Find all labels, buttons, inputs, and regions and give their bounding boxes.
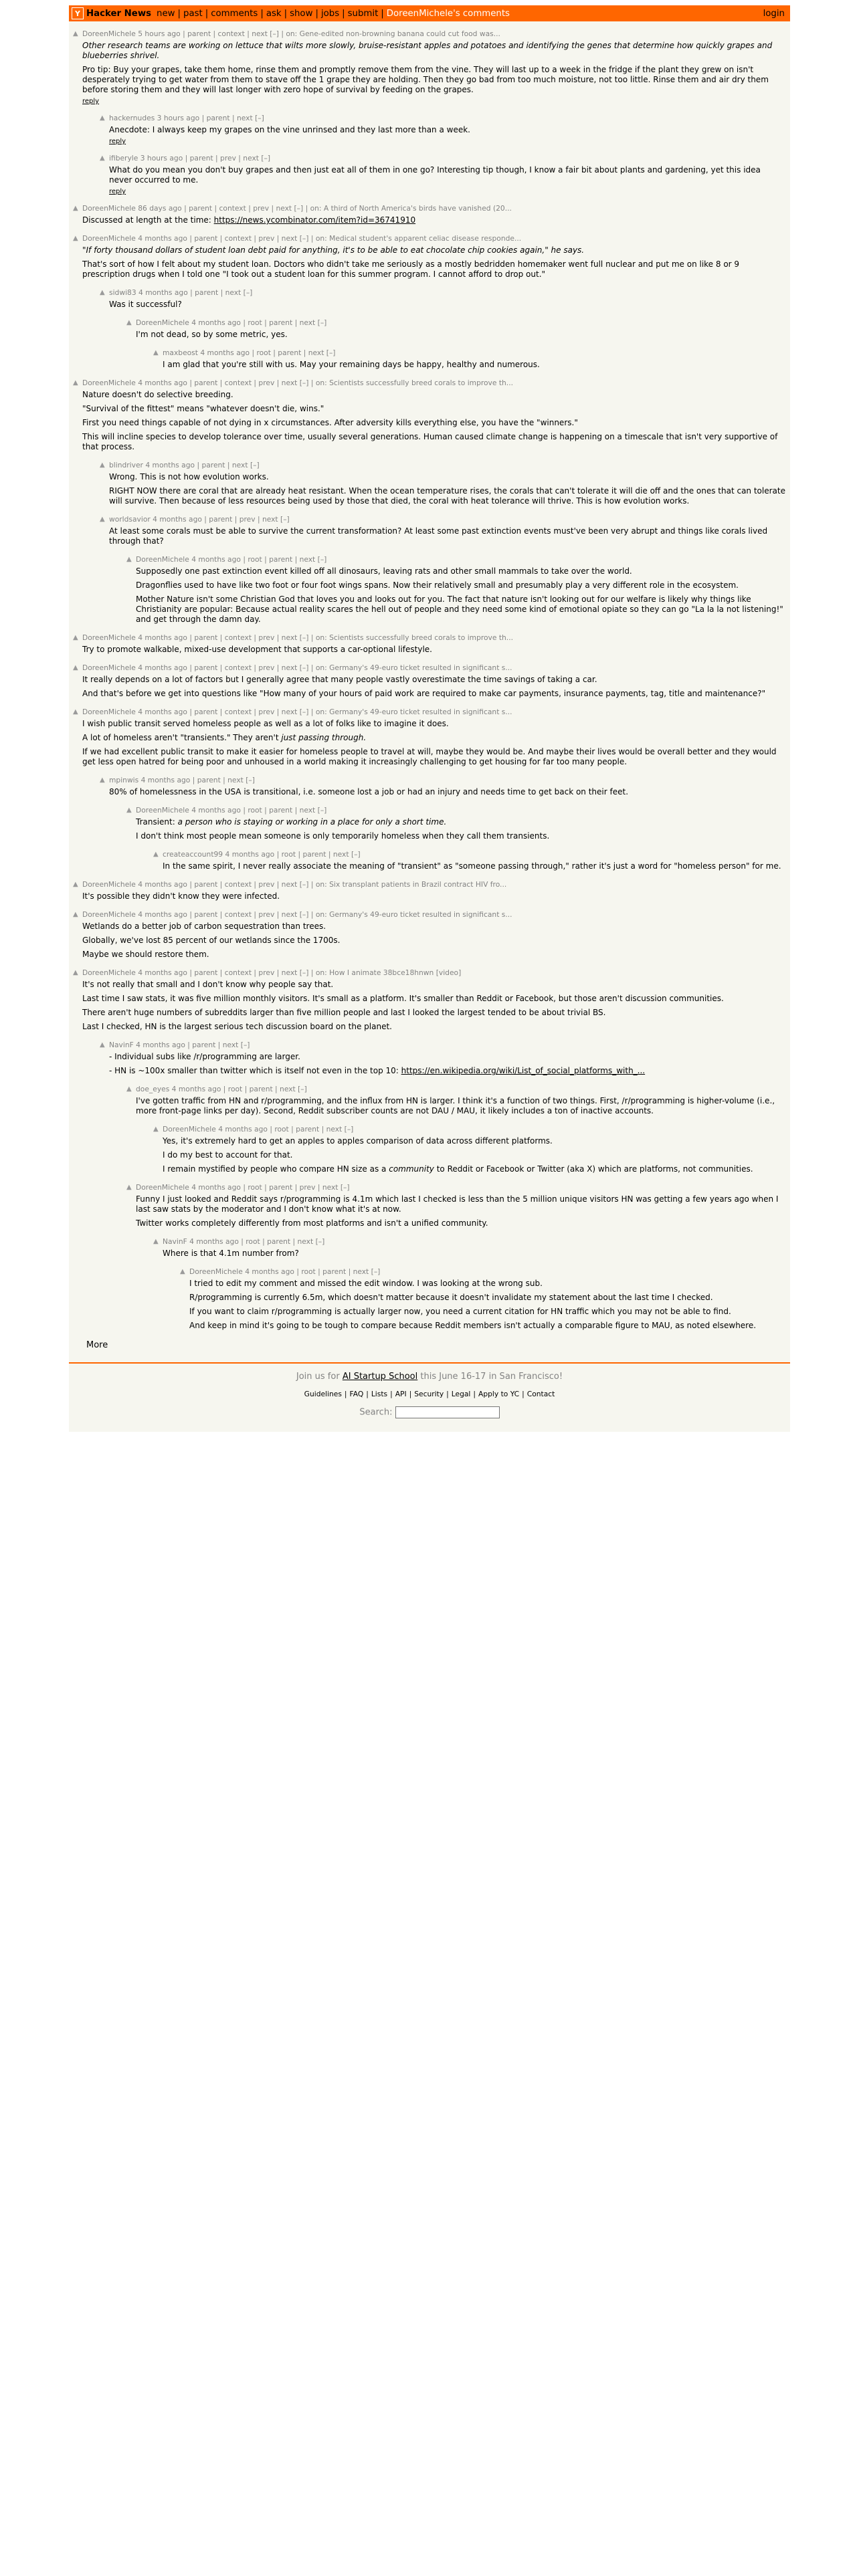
footer-link[interactable]: Security: [414, 1390, 444, 1398]
upvote-arrow-icon[interactable]: ▲: [126, 1184, 132, 1191]
comment-paragraph: Try to promote walkable, mixed-use development that supports a car-optional lifestyle.: [82, 645, 432, 654]
comment-body: [82, 204, 786, 225]
comment-text: [82, 891, 786, 901]
comment-meta[interactable]: DoreenMichele 4 months ago | parent | context | prev | next [–] | on: Germany's 49-euro ticket resulted in significant s...: [82, 663, 512, 672]
comment-row: [73, 880, 786, 901]
footer: [69, 1362, 790, 1432]
comment-text: [136, 1096, 786, 1116]
comment-paragraph: - HN is ~100x smaller than twitter which is itself not even in the top 10: https://en.wikipedia.org/wiki/List_of_social_platforms_with_...: [109, 1066, 646, 1075]
comment-paragraph: At least some corals must be able to survive the current transformation? At least some past extinction events must've been very abrupt and things like corals lived through that?: [109, 526, 768, 546]
comment-paragraph: This will incline species to develop tolerance over time, usually several generations. Human caused climate change is happening on a timescale that isn't very supportive of that process.: [82, 432, 778, 451]
nav-link-show[interactable]: show: [290, 8, 313, 19]
comment-paragraph: Twitter works completely differently from most platforms and isn't a unified community.: [136, 1218, 488, 1228]
comment-body: [82, 708, 786, 767]
upvote-arrow-icon[interactable]: ▲: [100, 461, 105, 469]
comment-paragraph: Nature doesn't do selective breeding.: [82, 390, 233, 399]
nav-separator: |: [177, 8, 181, 19]
footer-separator: |: [473, 1390, 476, 1398]
comment-paragraph: And that's before we get into questions like "How many of your hours of paid work are required to make car payments, insurance payments, tag, title and maintenance?": [82, 689, 766, 698]
upvote-arrow-icon[interactable]: ▲: [100, 289, 105, 296]
comment-meta[interactable]: ifiberyle 3 hours ago | parent | prev | next [–]: [109, 154, 271, 163]
comment-meta[interactable]: worldsavior 4 months ago | parent | prev | next [–]: [109, 515, 290, 524]
upvote-arrow-icon[interactable]: ▲: [73, 379, 78, 387]
footer-separator: |: [390, 1390, 393, 1398]
footer-separator: |: [409, 1390, 412, 1398]
comment-text: [82, 645, 786, 655]
comment-paragraph: In the same spirit, I never really associate the meaning of "transient" as "someone passing through," rather it's just a word for "homeless person" for me.: [163, 861, 781, 871]
comment-meta[interactable]: doe_eyes 4 months ago | root | parent | next [–]: [136, 1085, 307, 1093]
comment-paragraph: Discussed at length at the time: https://news.ycombinator.com/item?id=36741910: [82, 215, 416, 225]
comment-body: [82, 29, 786, 105]
comment-body: [82, 910, 786, 960]
site-name[interactable]: Hacker News: [86, 8, 152, 19]
footer-separator: |: [446, 1390, 449, 1398]
comment-text: [189, 1279, 786, 1331]
comment-paragraph: It really depends on a lot of factors but I generally agree that many people vastly overestimate the time savings of taking a car.: [82, 675, 597, 684]
comment-paragraph: Was it successful?: [109, 300, 182, 309]
comment-body: [163, 1125, 786, 1174]
comment-paragraph: Wrong. This is not how evolution works.: [109, 472, 269, 481]
comment-body: [109, 114, 786, 145]
login-link[interactable]: login: [763, 8, 785, 19]
comment-paragraph: A lot of homeless aren't "transients." They aren't just passing through.: [82, 733, 367, 742]
upvote-arrow-icon[interactable]: ▲: [73, 634, 78, 641]
page-container: [69, 5, 790, 1432]
nav-link-new[interactable]: new: [157, 8, 175, 19]
nav-link-submit[interactable]: submit: [347, 8, 379, 19]
comment-paragraph: I've gotten traffic from HN and r/programming, and the influx from HN is larger. I think it's a function of two things. First, /r/programming is higher-volume (i.e., more front-page links per day). Second, Reddit subscriber counts are not DAU / MAU, it likely includes a ton of inactive accounts.: [136, 1096, 775, 1115]
comment-paragraph: What do you mean you don't buy grapes and then just eat all of them in one go? Interesting tip though, I know a fair bit about plants and gardening, yet this idea never occurred to me.: [109, 165, 761, 185]
comment-text: [109, 165, 786, 185]
comment-body: [82, 663, 786, 699]
more-link[interactable]: More: [86, 1340, 108, 1350]
comment-meta[interactable]: DoreenMichele 4 months ago | parent | context | prev | next [–] | on: Medical student's apparent celiac disease responde...: [82, 234, 522, 243]
comment-paragraph: First you need things capable of not dying in x circumstances. After adversity kills everything else, you have the "winners.": [82, 418, 578, 427]
comment-body: [189, 1267, 786, 1331]
comment-paragraph: Other research teams are working on lettuce that wilts more slowly, bruise-resistant apples and potatoes and identifying the genes that determine how quickly grapes and blueberries shrivel.: [82, 41, 773, 60]
footer-separator: |: [522, 1390, 524, 1398]
comment-row: [73, 204, 786, 225]
comment-body: [136, 1085, 786, 1116]
nav-separator: |: [284, 8, 288, 19]
upvote-arrow-icon[interactable]: ▲: [100, 114, 105, 122]
comment-text: [82, 215, 786, 225]
upvote-arrow-icon[interactable]: ▲: [153, 349, 159, 356]
comment-body: [109, 515, 786, 546]
comment-text: [163, 360, 786, 370]
comment-row: [100, 288, 786, 310]
comment-row: [126, 1085, 786, 1116]
footer-link[interactable]: API: [395, 1390, 407, 1398]
comment-body: [136, 318, 786, 340]
comment-row: [126, 555, 786, 625]
comment-meta[interactable]: DoreenMichele 4 months ago | parent | context | prev | next [–] | on: Germany's 49-euro ticket resulted in significant s...: [82, 708, 512, 716]
top-navbar: [69, 5, 790, 21]
comment-paragraph: Wetlands do a better job of carbon sequestration than trees.: [82, 922, 326, 931]
comment-body: [109, 1041, 786, 1076]
comment-body: [109, 461, 786, 506]
comment-meta[interactable]: NavinF 4 months ago | root | parent | next [–]: [163, 1237, 325, 1246]
comment-paragraph: If we had excellent public transit to make it easier for homeless people to travel at will, maybe they would be. And maybe their lives would be overall better and they would get less open hatred for being poor and unhoused in a world making it increasingly challenging to get housing for far too many people.: [82, 747, 777, 766]
comment-body: [82, 880, 786, 901]
comment-body: [109, 776, 786, 797]
upvote-arrow-icon[interactable]: ▲: [73, 30, 78, 37]
comment-paragraph: Transient: a person who is staying or working in a place for only a short time.: [136, 817, 447, 827]
footer-announcement: [69, 1372, 790, 1382]
hn-logo-icon[interactable]: Y: [72, 7, 84, 19]
upvote-arrow-icon[interactable]: ▲: [126, 556, 132, 563]
comment-paragraph: Supposedly one past extinction event killed off all dinosaurs, leaving rats and other small mammals to take over the world.: [136, 566, 632, 576]
comment-row: [73, 708, 786, 767]
comment-body: [82, 633, 786, 655]
comment-row: [100, 1041, 786, 1076]
comment-meta[interactable]: mpinwis 4 months ago | parent | next [–]: [109, 776, 255, 784]
nav-link-ask[interactable]: ask: [266, 8, 282, 19]
comment-text: [82, 41, 786, 95]
footer-link[interactable]: Lists: [371, 1390, 388, 1398]
nav-separator: |: [381, 8, 384, 19]
comment-text: [136, 330, 786, 340]
announcement-link[interactable]: AI Startup School: [342, 1372, 418, 1382]
comment-paragraph: Anecdote: I always keep my grapes on the vine unrinsed and they last more than a week.: [109, 125, 470, 134]
comment-paragraph: Maybe we should restore them.: [82, 950, 209, 959]
footer-link[interactable]: Apply to YC: [478, 1390, 520, 1398]
comment-meta[interactable]: DoreenMichele 4 months ago | parent | context | prev | next [–] | on: Germany's 49-euro ticket resulted in significant s...: [82, 910, 512, 919]
comment-row: [153, 348, 786, 370]
upvote-arrow-icon[interactable]: ▲: [153, 1238, 159, 1245]
comment-paragraph: I tried to edit my comment and missed the edit window. I was looking at the wrong sub.: [189, 1279, 543, 1288]
comment-text: [109, 526, 786, 546]
nav-separator: |: [315, 8, 318, 19]
comment-text: [109, 787, 786, 797]
comment-row: [126, 318, 786, 340]
announcement-suffix: this June 16-17 in San Francisco!: [420, 1372, 563, 1382]
comment-paragraph: If you want to claim r/programming is actually larger now, you need a current citation for HN traffic which you may not be able to find.: [189, 1307, 731, 1316]
comment-meta[interactable]: sidwi83 4 months ago | parent | next [–]: [109, 288, 253, 297]
comment-body: [163, 348, 786, 370]
comment-paragraph: I don't think most people mean someone is only temporarily homeless when they call them transients.: [136, 831, 550, 841]
comment-row: [73, 379, 786, 452]
comment-text: [136, 566, 786, 625]
comment-paragraph: It's not really that small and I don't know why people say that.: [82, 980, 334, 989]
comment-body: [109, 154, 786, 195]
nav-separator: |: [260, 8, 264, 19]
upvote-arrow-icon[interactable]: ▲: [100, 154, 105, 162]
comment-row: [153, 1125, 786, 1174]
comment-row: [180, 1267, 786, 1331]
comment-body: [82, 379, 786, 452]
comment-text: [82, 980, 786, 1032]
comment-text: [82, 675, 786, 699]
comment-body: [82, 234, 786, 280]
comment-text: [163, 861, 786, 871]
comment-body: [109, 288, 786, 310]
comment-text: [82, 245, 786, 280]
comment-meta[interactable]: DoreenMichele 86 days ago | parent | context | prev | next [–] | on: A third of North America's birds have vanished (20...: [82, 204, 512, 213]
comment-paragraph: I am glad that you're still with us. May your remaining days be happy, healthy and numerous.: [163, 360, 540, 369]
comment-paragraph: Dragonflies used to have like two foot or four foot wings spans. Now their relatively small and presumably play a very different role in the ecosystem.: [136, 580, 739, 590]
comment-text: [109, 125, 786, 135]
upvote-arrow-icon[interactable]: ▲: [73, 205, 78, 212]
upvote-arrow-icon[interactable]: ▲: [73, 664, 78, 671]
comment-paragraph: Where is that 4.1m number from?: [163, 1249, 299, 1258]
footer-link[interactable]: Guidelines: [304, 1390, 342, 1398]
comment-meta[interactable]: hackernudes 3 hours ago | parent | next [–]: [109, 114, 264, 122]
comment-meta[interactable]: DoreenMichele 4 months ago | root | parent | next [–]: [189, 1267, 381, 1276]
footer-link[interactable]: Contact: [527, 1390, 555, 1398]
footer-links: [69, 1390, 790, 1398]
comment-body: [163, 850, 786, 871]
comment-meta[interactable]: DoreenMichele 4 months ago | parent | context | prev | next [–] | on: Scientists successfully breed corals to improve th...: [82, 379, 514, 387]
nav-link-comments[interactable]: comments: [211, 8, 258, 19]
comment-paragraph: I wish public transit served homeless people as well as a lot of folks like to imagine it does.: [82, 719, 449, 728]
comment-meta[interactable]: DoreenMichele 4 months ago | root | parent | next [–]: [136, 318, 327, 327]
nav-separator: |: [342, 8, 345, 19]
comment-meta[interactable]: NavinF 4 months ago | parent | next [–]: [109, 1041, 250, 1049]
comment-row: [73, 29, 786, 105]
footer-separator: |: [366, 1390, 369, 1398]
comment-row: [153, 1237, 786, 1259]
comment-text: [136, 817, 786, 841]
comment-row: [100, 461, 786, 506]
comment-paragraph: "If forty thousand dollars of student loan debt paid for anything, it's to be able to eat chocolate chip cookies again," he says.: [82, 245, 585, 255]
comment-paragraph: Pro tip: Buy your grapes, take them home, rinse them and promptly remove them from the vine. They will last up to a week in the fridge if the plant they grew on isn't desperately trying to get water from them to stave off the 1 grape they are holding. Then they go bad from too much moisture, not too little. Rinse them and air dry them before storing them and they will last longer with zero hope of survival by feeding on the grapes.: [82, 65, 769, 94]
reply-link[interactable]: reply: [109, 188, 126, 195]
comment-text: [109, 472, 786, 506]
comment-paragraph: 80% of homelessness in the USA is transitional, i.e. someone lost a job or had an injury and needs time to get back on their feet.: [109, 787, 629, 796]
comment-meta[interactable]: DoreenMichele 4 months ago | root | parent | next [–]: [163, 1125, 354, 1134]
comment-row: [73, 968, 786, 1032]
comment-meta[interactable]: DoreenMichele 4 months ago | parent | context | prev | next [–] | on: Six transplant patients in Brazil contract HIV fro...: [82, 880, 507, 889]
comment-meta[interactable]: DoreenMichele 4 months ago | root | parent | prev | next [–]: [136, 1183, 350, 1192]
comment-paragraph: RIGHT NOW there are coral that are already heat resistant. When the ocean temperature rises, the corals that can't tolerate it will die off and the ones that can tolerate will survive. Then because of less resources being used by those that died, the coral with heat tolerance will thrive. This is how evolution works.: [109, 486, 785, 506]
comment-text: [163, 1249, 786, 1259]
footer-separator: |: [344, 1390, 347, 1398]
comment-meta[interactable]: DoreenMichele 4 months ago | root | parent | next [–]: [136, 806, 327, 815]
upvote-arrow-icon[interactable]: ▲: [126, 1085, 132, 1093]
upvote-arrow-icon[interactable]: ▲: [100, 776, 105, 784]
comment-text: [82, 390, 786, 452]
comment-paragraph: R/programming is currently 6.5m, which doesn't matter because it doesn't invalidate my statement about the last time I checked.: [189, 1293, 713, 1302]
comment-paragraph: "Survival of the fittest" means "whatever doesn't die, wins.": [82, 404, 324, 413]
comment-paragraph: Yes, it's extremely hard to get an apples to apples comparison of data across different platforms.: [163, 1136, 553, 1146]
comment-row: [126, 1183, 786, 1228]
comment-row: [100, 154, 786, 195]
comment-paragraph: Globally, we've lost 85 percent of our wetlands since the 1700s.: [82, 936, 341, 945]
reply-link[interactable]: reply: [82, 98, 100, 105]
comment-body: [82, 968, 786, 1032]
comment-row: [100, 114, 786, 145]
comment-paragraph: Last time I saw stats, it was five million monthly visitors. It's small as a platform. It's smaller than Reddit or Facebook, but those aren't discussion communities.: [82, 994, 724, 1003]
comment-row: [73, 663, 786, 699]
comment-paragraph: There aren't huge numbers of subreddits larger than five million people and last I looked the largest tended to be about trivial BS.: [82, 1008, 606, 1017]
comment-text: [109, 300, 786, 310]
search-label: Search:: [359, 1407, 393, 1418]
comment-paragraph: Last I checked, HN is the largest serious tech discussion board on the planet.: [82, 1022, 392, 1031]
comment-text: [109, 1052, 786, 1076]
upvote-arrow-icon[interactable]: ▲: [73, 911, 78, 918]
comment-paragraph: I do my best to account for that.: [163, 1150, 293, 1160]
upvote-arrow-icon[interactable]: ▲: [73, 969, 78, 976]
search-input[interactable]: [395, 1406, 500, 1418]
comment-row: [73, 633, 786, 655]
comment-paragraph: Funny I just looked and Reddit says r/programming is 4.1m which last I checked is less than the 5 million unique visitors HN was getting a few years ago when I last saw stats by the moderator and I don't know what it's at now.: [136, 1194, 779, 1214]
upvote-arrow-icon[interactable]: ▲: [153, 851, 159, 858]
comment-row: [73, 234, 786, 280]
upvote-arrow-icon[interactable]: ▲: [126, 807, 132, 814]
comment-list: [69, 21, 790, 1331]
comment-body: [136, 555, 786, 625]
upvote-arrow-icon[interactable]: ▲: [126, 319, 132, 326]
nav-link-jobs[interactable]: jobs: [320, 8, 340, 19]
comment-body: [136, 1183, 786, 1228]
comment-paragraph: I remain mystified by people who compare HN size as a community to Reddit or Facebook or Twitter (aka X) which are platforms, not communities.: [163, 1164, 753, 1174]
comment-row: [100, 515, 786, 546]
current-page-label: DoreenMichele's comments: [386, 8, 510, 19]
comment-row: [153, 850, 786, 871]
comment-text: [82, 922, 786, 960]
comment-paragraph: I'm not dead, so by some metric, yes.: [136, 330, 288, 339]
comment-meta[interactable]: maxbeost 4 months ago | root | parent | next [–]: [163, 348, 336, 357]
upvote-arrow-icon[interactable]: ▲: [73, 881, 78, 888]
comment-text: [163, 1136, 786, 1174]
comment-row: [73, 910, 786, 960]
upvote-arrow-icon[interactable]: ▲: [180, 1268, 185, 1275]
comment-meta[interactable]: blindriver 4 months ago | parent | next [–]: [109, 461, 260, 469]
upvote-arrow-icon[interactable]: ▲: [100, 1041, 105, 1049]
comment-paragraph: And keep in mind it's going to be tough to compare because Reddit members isn't actually a comparable figure to MAU, as noted elsewhere.: [189, 1321, 757, 1330]
reply-link[interactable]: reply: [109, 138, 126, 145]
comment-meta[interactable]: DoreenMichele 5 hours ago | parent | context | next [–] | on: Gene-edited non-browning banana could cut food was...: [82, 29, 500, 38]
comment-body: [163, 1237, 786, 1259]
nav-link-past[interactable]: past: [183, 8, 203, 19]
comment-meta[interactable]: DoreenMichele 4 months ago | parent | context | prev | next [–] | on: How I animate 38bce18hnwn [video]: [82, 968, 462, 977]
footer-link[interactable]: FAQ: [349, 1390, 364, 1398]
upvote-arrow-icon[interactable]: ▲: [100, 516, 105, 523]
comment-paragraph: Mother Nature isn't some Christian God that loves you and looks out for you. The fact that nature isn't looking out for our welfare is likely why things like Christianity are popular: Because actual reality scares the hell out of people and they need some kind of emotional opiate so they can go "La la la not listening!" and get through the damn day.: [136, 595, 783, 624]
upvote-arrow-icon[interactable]: ▲: [73, 708, 78, 716]
comment-paragraph: - Individual subs like /r/programming are larger.: [109, 1052, 300, 1061]
nav-separator: |: [205, 8, 209, 19]
comment-body: [136, 806, 786, 841]
comment-meta[interactable]: DoreenMichele 4 months ago | parent | context | prev | next [–] | on: Scientists successfully breed corals to improve th...: [82, 633, 514, 642]
comment-text: [136, 1194, 786, 1228]
footer-link[interactable]: Legal: [451, 1390, 471, 1398]
comment-row: [126, 806, 786, 841]
comment-text: [82, 719, 786, 767]
footer-search: [69, 1406, 790, 1418]
nav-links: [157, 9, 378, 19]
comment-paragraph: It's possible they didn't know they were infected.: [82, 891, 280, 901]
comment-row: [100, 776, 786, 797]
announcement-prefix: Join us for: [296, 1372, 340, 1382]
comment-meta[interactable]: DoreenMichele 4 months ago | root | parent | next [–]: [136, 555, 327, 564]
upvote-arrow-icon[interactable]: ▲: [73, 235, 78, 242]
comment-paragraph: That's sort of how I felt about my student loan. Doctors who didn't take me seriously as a mostly bedridden homemaker went full nuclear and put me on like 8 or 9 prescription drugs when I told one "I took out a student loan for this summer program. I cannot afford to drop out.": [82, 259, 740, 279]
upvote-arrow-icon[interactable]: ▲: [153, 1125, 159, 1133]
comment-meta[interactable]: createaccount99 4 months ago | root | parent | next [–]: [163, 850, 361, 859]
